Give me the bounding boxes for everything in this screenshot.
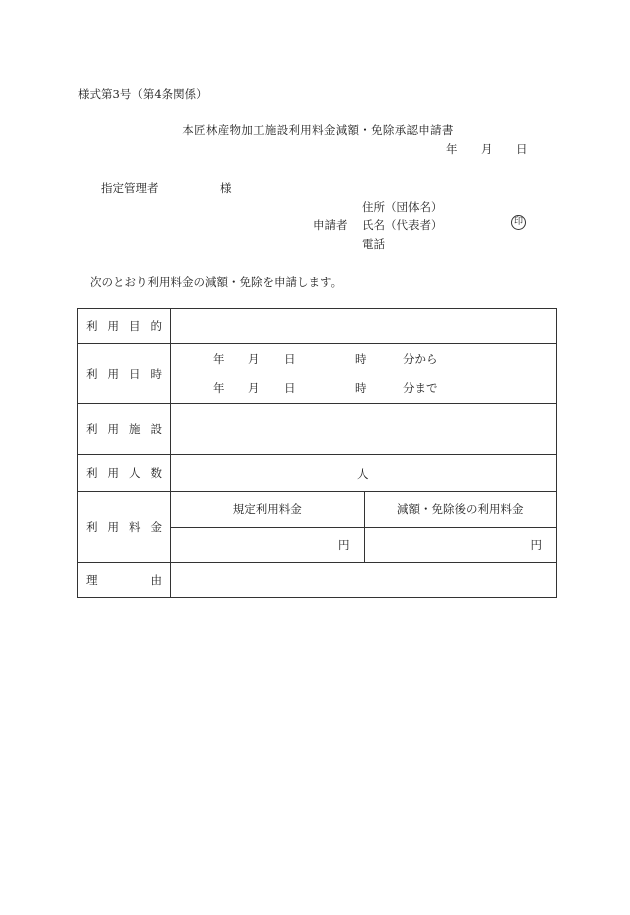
applicant-label: 申請者 [313,218,348,232]
to-minute: 分まで [403,381,438,395]
addressee-name: 指定管理者 [101,181,159,195]
to-month: 月 [248,381,260,395]
facility-field[interactable] [171,404,557,455]
application-table [77,308,557,598]
applicant-address-label: 住所（団体名） [362,200,443,214]
purpose-row [78,309,557,344]
form-number: 様式第3号（第4条関係） [78,87,208,101]
addressee-honorific: 様 [220,181,232,195]
date-day-label: 日 [516,142,528,156]
fee-reduced-header: 減額・免除後の利用料金 [364,492,556,527]
facility-row [78,404,557,455]
date-month-label: 月 [481,142,493,156]
from-day: 日 [284,352,296,366]
fee-row [78,492,557,563]
applicant-name-label: 氏名（代表者） [362,218,443,232]
applicant-phone-label: 電話 [362,237,385,251]
reason-label: 理 由 [78,563,171,598]
people-unit: 人 [357,467,369,481]
from-month: 月 [248,352,260,366]
fee-subtable [171,492,556,562]
datetime-row [78,344,557,404]
fee-standard-field[interactable]: 円 [171,527,364,562]
purpose-field[interactable] [171,309,557,344]
fee-label: 利 用 料 金 [78,492,171,563]
to-year: 年 [213,381,225,395]
fee-reduced-field[interactable]: 円 [364,527,556,562]
datetime-field[interactable] [171,344,557,404]
from-year: 年 [213,352,225,366]
from-hour: 時 [355,352,367,366]
fee-standard-header: 規定利用料金 [171,492,364,527]
people-label: 利 用 人 数 [78,455,171,492]
document-title: 本匠林産物加工施設利用料金減額・免除承認申請書 [182,123,454,137]
datetime-label: 利 用 日 時 [78,344,171,404]
people-field[interactable] [171,455,557,492]
date-year-label: 年 [446,142,458,156]
intro-text: 次のとおり利用料金の減額・免除を申請します。 [90,275,343,289]
from-minute: 分から [403,352,438,366]
reason-field[interactable] [171,563,557,598]
seal-mark: 印 [511,215,526,230]
to-hour: 時 [355,381,367,395]
purpose-label: 利 用 目 的 [78,309,171,344]
reason-row [78,563,557,598]
facility-label: 利 用 施 設 [78,404,171,455]
to-day: 日 [284,381,296,395]
fee-cell [171,492,557,563]
people-row [78,455,557,492]
